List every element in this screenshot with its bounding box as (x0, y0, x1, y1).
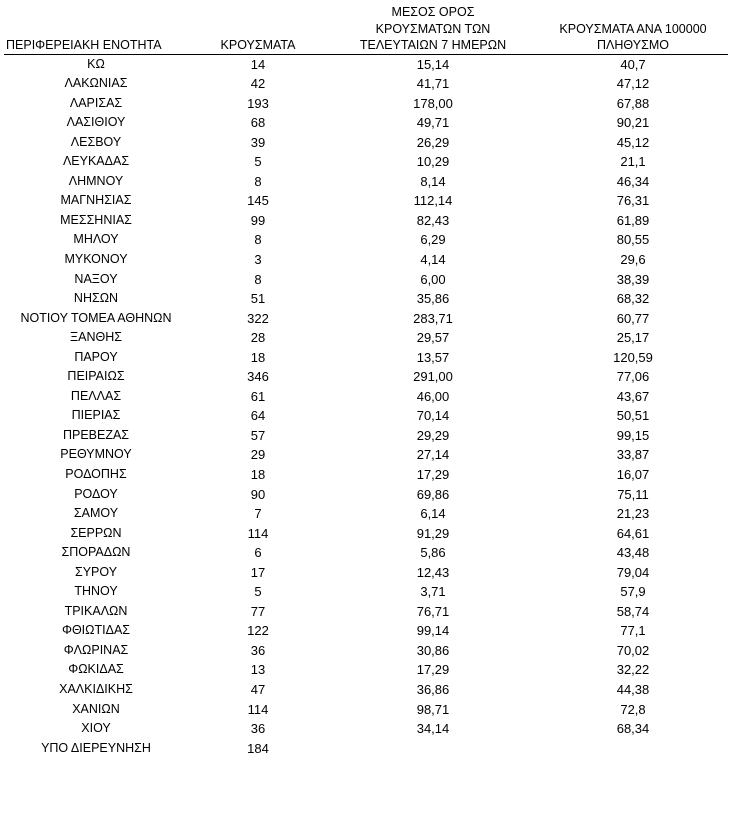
cell-region: ΝΗΣΩΝ (73, 291, 119, 306)
cell-per100k: 61,89 (616, 212, 650, 228)
cell-cases: 122 (247, 623, 269, 639)
cell-avg7: 49,71 (416, 115, 450, 131)
cell-cases: 68 (250, 115, 266, 131)
cell-region: ΠΕΛΛΑΣ (70, 388, 122, 403)
table-body (4, 54, 728, 758)
cell-cases: 42 (250, 76, 266, 92)
cell-region: ΧΑΛΚΙΔΙΚΗΣ (59, 682, 133, 696)
cell-avg7: 6,00 (420, 271, 446, 287)
header-avg7-line: ΜΕΣΟΣ ΟΡΟΣ (391, 5, 475, 19)
table-row (4, 465, 728, 485)
table-row (4, 700, 728, 720)
cell-region: ΣΕΡΡΩΝ (70, 525, 122, 540)
table-row (4, 485, 728, 505)
table-row (4, 524, 728, 544)
table-row (4, 582, 728, 602)
cell-avg7: 6,29 (420, 232, 446, 248)
cell-avg7: 99,14 (416, 623, 450, 639)
cell-region: ΦΛΩΡΙΝΑΣ (63, 642, 129, 657)
cell-avg7: 91,29 (416, 525, 450, 541)
cases-table (4, 4, 728, 758)
cell-cases: 36 (250, 721, 266, 737)
cell-per100k: 21,23 (616, 506, 650, 522)
cell-per100k: 80,55 (616, 232, 650, 248)
table-row (4, 680, 728, 700)
cell-per100k: 60,77 (616, 310, 650, 326)
table-row (4, 270, 728, 290)
cell-avg7: 26,29 (416, 134, 450, 150)
cell-avg7: 82,43 (416, 212, 450, 228)
cell-region: ΣΥΡΟΥ (74, 564, 118, 579)
cell-cases: 6 (254, 545, 262, 561)
cell-per100k: 58,74 (616, 603, 650, 619)
cell-cases: 5 (254, 584, 262, 600)
cell-per100k: 57,9 (620, 584, 646, 600)
cell-per100k: 43,48 (616, 545, 650, 561)
cell-per100k: 76,31 (616, 193, 650, 209)
cell-avg7: 17,29 (416, 662, 450, 678)
cell-cases: 7 (254, 506, 262, 522)
cell-cases: 28 (250, 330, 266, 346)
table-row (4, 563, 728, 583)
header-per100k-line: ΚΡΟΥΣΜΑΤΑ ΑΝΑ 100000 (559, 21, 707, 36)
cell-per100k: 70,02 (616, 642, 650, 658)
table-row (4, 54, 728, 74)
cell-avg7: 27,14 (416, 447, 450, 463)
cell-cases: 184 (247, 740, 269, 756)
cell-avg7: 46,00 (416, 388, 450, 404)
cell-region: ΝΑΞΟΥ (74, 271, 118, 286)
cell-avg7: 29,29 (416, 427, 450, 443)
cell-per100k: 44,38 (616, 682, 650, 697)
cell-region: ΣΠΟΡΑΔΩΝ (61, 545, 131, 560)
cell-cases: 322 (247, 310, 269, 326)
cell-per100k: 29,6 (620, 251, 646, 267)
cell-region: ΣΑΜΟΥ (73, 506, 119, 521)
cell-avg7: 6,14 (420, 506, 446, 522)
cell-avg7: 69,86 (416, 486, 450, 502)
table-row (4, 133, 728, 153)
cell-cases: 17 (250, 564, 266, 580)
cell-region: ΜΕΣΣΗΝΙΑΣ (60, 212, 132, 227)
cell-per100k: 79,04 (616, 564, 650, 580)
cell-per100k (538, 739, 728, 759)
cell-avg7: 12,43 (416, 564, 450, 580)
cell-per100k: 67,88 (616, 95, 650, 111)
cell-cases: 77 (250, 603, 266, 619)
cell-region: ΡΟΔΟΠΗΣ (65, 466, 127, 481)
cell-per100k: 46,34 (616, 173, 650, 189)
table-row (4, 445, 728, 465)
cell-avg7: 112,14 (413, 193, 453, 209)
header-per100k-line: ΠΛΗΘΥΣΜΟ (597, 38, 669, 52)
cell-avg7: 76,71 (416, 603, 450, 619)
table-row (4, 74, 728, 94)
cell-region: ΤΡΙΚΑΛΩΝ (64, 603, 128, 618)
table-row (4, 406, 728, 426)
cell-avg7: 5,86 (420, 545, 446, 561)
table-row (4, 250, 728, 270)
header-cases (188, 4, 328, 54)
cell-per100k: 45,12 (616, 134, 650, 150)
cell-per100k: 75,11 (617, 486, 649, 502)
table-row (4, 113, 728, 133)
cell-cases: 14 (250, 56, 266, 72)
cell-per100k: 16,07 (616, 466, 650, 482)
cell-per100k: 77,06 (616, 369, 650, 385)
table-row (4, 739, 728, 759)
cell-per100k: 64,61 (616, 525, 650, 541)
cell-cases: 3 (254, 251, 262, 267)
cell-region: ΠΑΡΟΥ (74, 349, 118, 364)
cell-cases: 90 (250, 486, 266, 502)
table-row (4, 602, 728, 622)
cell-cases: 114 (247, 701, 269, 717)
cell-region: ΛΗΜΝΟΥ (68, 173, 124, 188)
table-row (4, 641, 728, 661)
table-row (4, 211, 728, 231)
table-row (4, 426, 728, 446)
cell-cases: 57 (250, 427, 266, 443)
cell-avg7: 36,86 (416, 682, 450, 697)
table-row (4, 230, 728, 250)
cell-region: ΡΕΘΥΜΝΟΥ (60, 447, 132, 462)
cell-cases: 346 (247, 369, 269, 385)
cell-avg7: 17,29 (416, 466, 450, 482)
cell-cases: 51 (250, 291, 266, 307)
cell-avg7: 13,57 (416, 349, 450, 365)
cell-cases: 47 (250, 682, 266, 697)
cell-per100k: 90,21 (616, 115, 650, 131)
cell-cases: 39 (250, 134, 266, 150)
cell-avg7: 283,71 (413, 310, 453, 326)
cell-region: ΜΥΚΟΝΟΥ (64, 251, 128, 266)
table-row (4, 94, 728, 114)
cell-cases: 5 (254, 154, 262, 170)
cell-avg7: 10,29 (416, 154, 450, 170)
cell-avg7: 4,14 (420, 251, 446, 267)
cell-per100k: 21,1 (620, 154, 646, 170)
cell-region: ΞΑΝΘΗΣ (70, 330, 122, 345)
cell-cases: 29 (250, 447, 266, 463)
cell-per100k: 68,32 (616, 291, 650, 307)
cell-avg7: 15,14 (416, 56, 450, 72)
cell-cases: 18 (250, 349, 266, 365)
header-avg7 (328, 4, 538, 54)
cell-avg7: 70,14 (416, 408, 450, 424)
cell-region: ΛΑΡΙΣΑΣ (69, 95, 123, 110)
cell-per100k: 38,39 (616, 271, 650, 287)
cell-region: ΤΗΝΟΥ (74, 584, 118, 599)
cell-avg7: 30,86 (416, 642, 450, 658)
table-row (4, 309, 728, 329)
cell-avg7: 29,57 (416, 330, 450, 346)
cell-cases: 8 (254, 232, 262, 248)
table-row (4, 621, 728, 641)
cell-per100k: 33,87 (616, 447, 650, 463)
table-row (4, 348, 728, 368)
cell-per100k: 25,17 (616, 330, 650, 346)
cell-avg7: 3,71 (420, 584, 446, 600)
cell-region: ΥΠΟ ΔΙΕΡΕΥΝΗΣΗ (41, 740, 151, 755)
cell-per100k: 50,51 (616, 408, 650, 424)
cell-cases: 61 (250, 388, 266, 404)
header-avg7-line: ΚΡΟΥΣΜΑΤΩΝ ΤΩΝ (375, 21, 491, 36)
cell-per100k: 68,34 (616, 721, 650, 737)
cell-cases: 18 (250, 466, 266, 482)
table-row (4, 660, 728, 680)
cell-cases: 114 (247, 525, 269, 541)
cell-cases: 145 (247, 193, 269, 209)
cell-region: ΛΑΚΩΝΙΑΣ (64, 76, 128, 91)
cell-per100k: 99,15 (616, 427, 650, 443)
cell-region: ΦΩΚΙΔΑΣ (68, 662, 124, 677)
cell-avg7: 35,86 (416, 291, 450, 307)
cell-region: ΛΕΥΚΑΔΑΣ (62, 154, 130, 169)
cell-region: ΠΙΕΡΙΑΣ (71, 408, 121, 423)
table-row (4, 328, 728, 348)
cell-region: ΡΟΔΟΥ (74, 486, 118, 501)
cell-per100k: 120,59 (613, 349, 653, 365)
cell-avg7: 41,71 (416, 76, 450, 92)
header-cases-label: ΚΡΟΥΣΜΑΤΑ (220, 38, 296, 52)
cell-region: ΦΘΙΩΤΙΔΑΣ (61, 623, 131, 638)
cell-avg7 (328, 739, 538, 759)
cell-avg7: 98,71 (416, 701, 450, 717)
cell-region: ΛΕΣΒΟΥ (70, 134, 122, 149)
cell-region: ΠΕΙΡΑΙΩΣ (67, 369, 125, 384)
header-region-label: ΠΕΡΙΦΕΡΕΙΑΚΗ ΕΝΟΤΗΤΑ (6, 38, 162, 52)
cell-per100k: 43,67 (616, 388, 650, 404)
cell-cases: 99 (250, 212, 266, 228)
cell-region: ΜΑΓΝΗΣΙΑΣ (60, 193, 132, 208)
cell-region: ΝΟΤΙΟΥ ΤΟΜΕΑ ΑΘΗΝΩΝ (20, 310, 172, 325)
cell-cases: 8 (254, 271, 262, 287)
header-region (4, 4, 188, 54)
cell-region: ΠΡΕΒΕΖΑΣ (62, 427, 130, 442)
cell-cases: 36 (250, 642, 266, 658)
table-row (4, 191, 728, 211)
table-row (4, 543, 728, 563)
table-row (4, 289, 728, 309)
cell-per100k: 77,1 (620, 623, 646, 639)
cell-region: ΛΑΣΙΘΙΟΥ (66, 115, 126, 130)
header-avg7-line: ΤΕΛΕΥΤΑΙΩΝ 7 ΗΜΕΡΩΝ (359, 38, 507, 52)
table-row (4, 719, 728, 739)
cell-per100k: 32,22 (616, 662, 650, 678)
table-row (4, 367, 728, 387)
table-row (4, 504, 728, 524)
cell-region: ΧΑΝΙΩΝ (72, 701, 120, 716)
cell-avg7: 8,14 (420, 173, 446, 189)
cell-avg7: 178,00 (413, 95, 453, 111)
header-per100k (538, 4, 728, 54)
cell-cases: 64 (250, 408, 266, 424)
cell-region: ΚΩ (87, 56, 105, 71)
cell-avg7: 291,00 (413, 369, 453, 385)
cell-cases: 193 (247, 95, 269, 111)
cell-region: ΜΗΛΟΥ (73, 232, 119, 247)
cell-cases: 13 (250, 662, 266, 678)
cell-per100k: 47,12 (616, 76, 650, 92)
cell-avg7: 34,14 (416, 721, 450, 737)
cell-per100k: 40,7 (620, 56, 646, 72)
table-row (4, 387, 728, 407)
cell-region: ΧΙΟΥ (81, 721, 111, 736)
table-row (4, 172, 728, 192)
table-header (4, 4, 728, 54)
cell-cases: 8 (254, 173, 262, 189)
table-row (4, 152, 728, 172)
cell-per100k: 72,8 (620, 701, 646, 717)
